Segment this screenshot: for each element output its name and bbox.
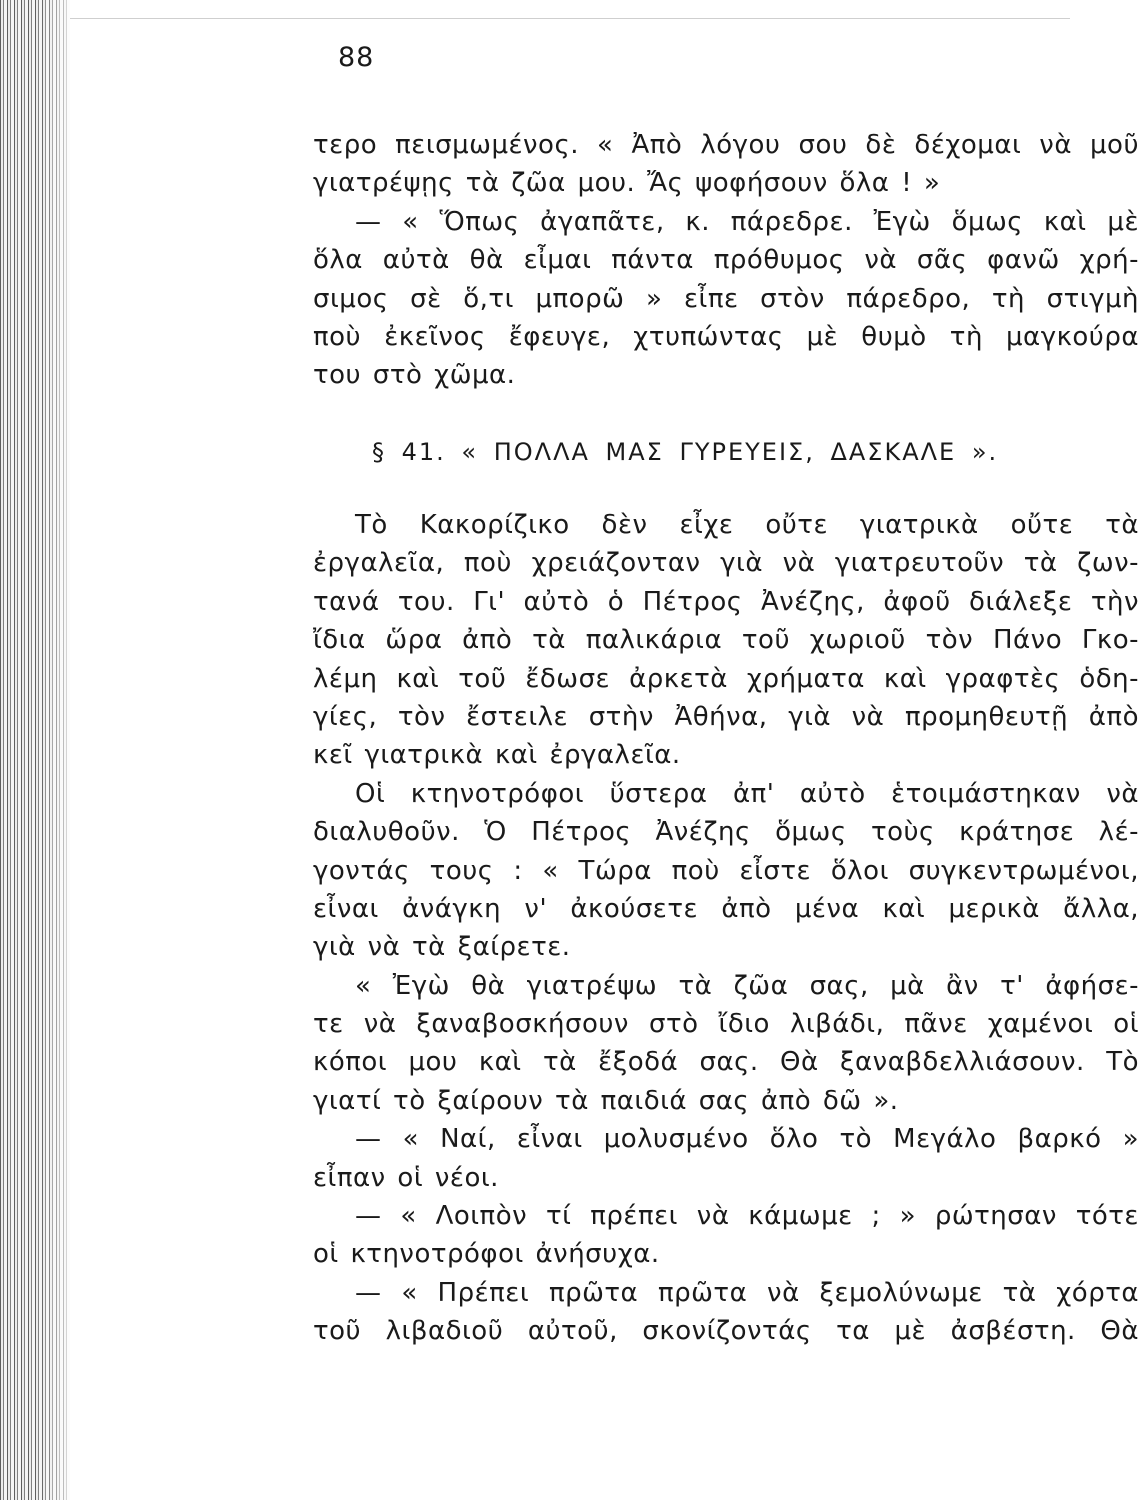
text-line: διαλυθοῦν. Ὁ Πέτρος Ἀνέζης ὅμως τοὺς κράτησε λέ- (313, 817, 1139, 848)
text-line: Τὸ Κακορίζικο δὲν εἶχε οὔτε γιατρικὰ οὔτε τὰ (355, 510, 1139, 540)
scan-binding-shadow (40, 0, 80, 1500)
text-line: γιατί τὸ ξαίρουν τὰ παιδιά σας ἀπὸ δῶ ». (313, 1085, 899, 1116)
top-paragraph (313, 126, 1139, 395)
text-line: « Ἐγὼ θὰ γιατρέψω τὰ ζῶα σας, μὰ ἂν τ' ἀφήσε- (355, 970, 1139, 1001)
text-line: — « Πρέπει πρῶτα πρῶτα νὰ ξεμολύνωμε τὰ χόρτα (355, 1277, 1139, 1308)
page-number: 88 (338, 42, 375, 73)
text-line: ποὺ ἐκεῖνος ἔφευγε, χτυπώντας μὲ θυμὸ τὴ μαγκούρα (313, 321, 1139, 352)
text-line: κεῖ γιατρικὰ καὶ ἐργαλεῖα. (313, 740, 681, 771)
text-line: εἶπαν οἱ νέοι. (313, 1162, 499, 1193)
text-line: — « Ὅπως ἀγαπᾶτε, κ. πάρεδρε. Ἐγὼ ὅμως καὶ μὲ (355, 206, 1139, 237)
text-line: — « Ναί, εἶναι μολυσμένο ὅλο τὸ Μεγάλο βαρκό » (355, 1124, 1139, 1155)
text-line: τανά του. Γι' αὐτὸ ὁ Πέτρος Ἀνέζης, ἀφοῦ διάλεξε τὴν (313, 586, 1139, 617)
scan-top-edge (70, 18, 1070, 19)
text-line: ὅλα αὐτὰ θὰ εἶμαι πάντα πρόθυμος νὰ σᾶς φανῶ χρή- (313, 245, 1139, 276)
text-line: τε νὰ ξαναβοσκήσουν στὸ ἴδιο λιβάδι, πᾶνε χαμένοι οἱ (313, 1009, 1139, 1040)
text-line: γοντάς τους : « Τώρα ποὺ εἶστε ὅλοι συγκεντρωμένοι, (313, 855, 1139, 886)
text-line: του στὸ χῶμα. (313, 360, 516, 391)
text-line: τοῦ λιβαδιοῦ αὐτοῦ, σκονίζοντάς τα μὲ ἀσβέστη. Θὰ (313, 1316, 1139, 1347)
section-heading: § 41. « ΠΟΛΛΑ ΜΑΣ ΓΥΡΕΥΕΙΣ, ΔΑΣΚΑΛΕ ». (372, 438, 999, 466)
text-line: γίες, τὸν ἔστειλε στὴν Ἀθήνα, γιὰ νὰ προμηθευτῇ ἀπὸ (313, 701, 1139, 732)
text-line: ἐργαλεῖα, ποὺ χρειάζονταν γιὰ νὰ γιατρευτοῦν τὰ ζων- (313, 548, 1139, 579)
text-line: εἶναι ἀνάγκη ν' ἀκούσετε ἀπὸ μένα καὶ μερικὰ ἄλλα, (313, 893, 1139, 924)
text-line: οἱ κτηνοτρόφοι ἀνήσυχα. (313, 1239, 660, 1270)
text-line: λέμη καὶ τοῦ ἔδωσε ἀρκετὰ χρήματα καὶ γραφτὲς ὁδη- (313, 663, 1139, 694)
body-text (313, 506, 1139, 1351)
text-line: γιὰ νὰ τὰ ξαίρετε. (313, 932, 571, 963)
text-line: — « Λοιπὸν τί πρέπει νὰ κάμωμε ; » ρώτησαν τότε (355, 1201, 1139, 1232)
text-line: σιμος σὲ ὅ,τι μπορῶ » εἶπε στὸν πάρεδρο, τὴ στιγμὴ (313, 283, 1139, 314)
text-line: κόποι μου καὶ τὰ ἔξοδά σας. Θὰ ξαναβδελλιάσουν. Τὸ (313, 1047, 1139, 1078)
text-line: Οἱ κτηνοτρόφοι ὕστερα ἀπ' αὐτὸ ἑτοιμάστηκαν νὰ (355, 778, 1139, 809)
text-line: ἴδια ὥρα ἀπὸ τὰ παλικάρια τοῦ χωριοῦ τὸν Πάνο Γκο- (313, 625, 1139, 656)
text-line: γιατρέψῃς τὰ ζῶα μου. Ἄς ψοφήσουν ὅλα ! » (313, 168, 941, 199)
text-line: τερο πεισμωμένος. « Ἀπὸ λόγου σου δὲ δέχομαι νὰ μοῦ (313, 130, 1139, 160)
